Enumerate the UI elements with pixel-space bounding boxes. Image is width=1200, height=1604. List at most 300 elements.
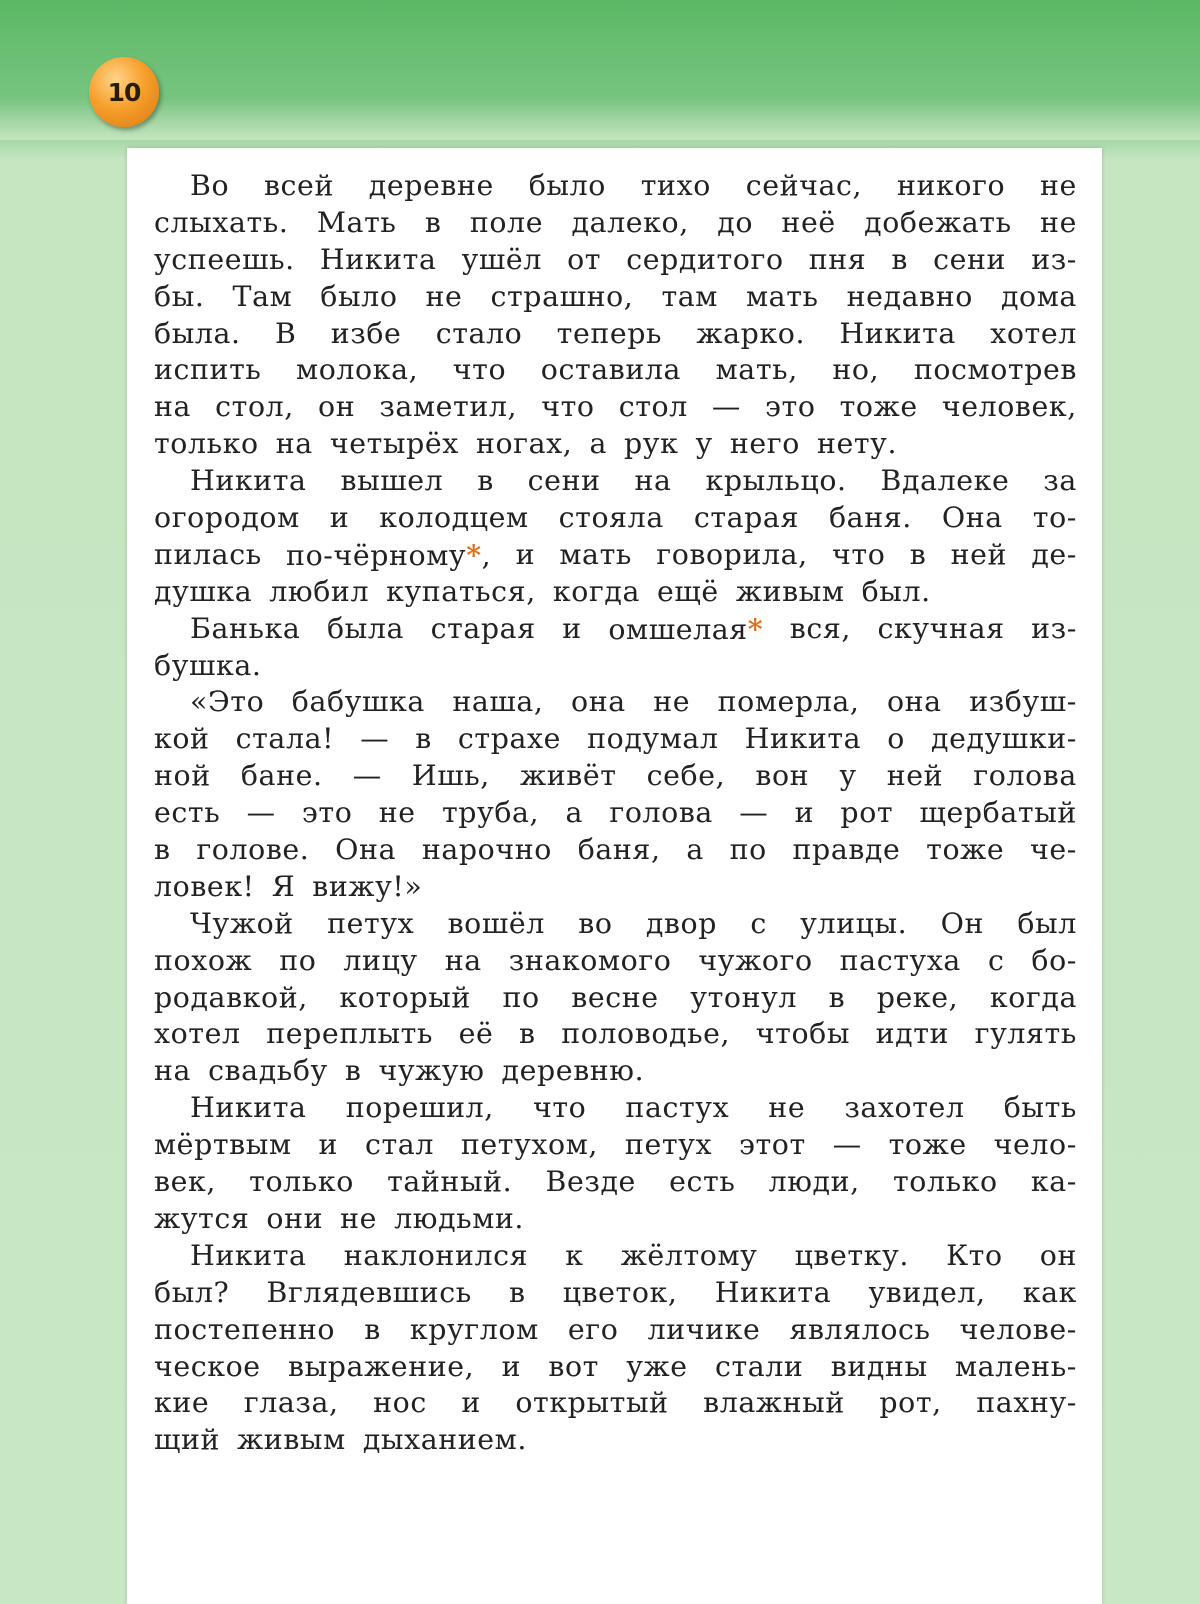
word: хотел [154, 1017, 241, 1051]
word: она [886, 685, 942, 719]
word: ней [950, 537, 1008, 571]
word: он [1039, 1238, 1077, 1272]
word: бушка. [154, 648, 262, 682]
word: в [477, 464, 494, 498]
word: — [352, 759, 382, 793]
text-line [154, 721, 1077, 758]
text-line [154, 574, 1077, 611]
word: был. [861, 574, 931, 608]
word: когда [989, 980, 1077, 1014]
word: труба, [441, 796, 540, 830]
word: теперь [556, 316, 663, 350]
text-line [154, 1238, 1077, 1275]
word: сени [933, 242, 1007, 276]
word: в [424, 205, 442, 239]
word: а [686, 833, 704, 867]
page-number-badge [89, 57, 159, 127]
word: открытый [515, 1386, 669, 1420]
word: на [275, 427, 313, 461]
word: ушёл [461, 242, 542, 276]
word: в [891, 242, 909, 276]
word: в [154, 833, 171, 867]
word: поле [469, 205, 544, 239]
word: пастуха [839, 943, 961, 977]
word: себе, [646, 759, 726, 793]
text-line [154, 648, 1077, 685]
word: недавно [846, 279, 973, 313]
word: люди, [768, 1165, 860, 1199]
word: — [360, 722, 390, 756]
text-line [154, 316, 1077, 353]
word: не [1039, 169, 1077, 202]
word: сейчас, [745, 169, 863, 202]
word: в [508, 1275, 526, 1309]
word: личике [647, 1312, 761, 1346]
word: купаться, [386, 574, 536, 608]
word: нос [373, 1386, 427, 1420]
word: Там [232, 279, 293, 313]
word: на [634, 464, 672, 498]
text-line [154, 1312, 1077, 1349]
word: огородом [154, 501, 300, 535]
word: был? [154, 1275, 230, 1309]
word: тихо [640, 169, 711, 202]
word: глаза, [243, 1386, 339, 1420]
word: до [717, 205, 754, 239]
word: её [458, 1017, 494, 1051]
text-line [154, 242, 1077, 279]
word: избуш- [969, 685, 1077, 719]
word: улицы. [800, 906, 908, 940]
word: стал [364, 1128, 434, 1162]
word: и [515, 537, 536, 571]
word: малень- [954, 1349, 1077, 1383]
text-line [154, 684, 1077, 721]
word: голове. [196, 833, 310, 867]
word: захотел [844, 1091, 965, 1125]
word: рук [624, 427, 679, 461]
word: жутся [154, 1201, 250, 1235]
word: де- [1031, 537, 1077, 571]
word: наша, [452, 685, 544, 719]
word: не [768, 1091, 806, 1125]
word: по [502, 980, 540, 1014]
word: во [578, 906, 613, 940]
word: старая [693, 501, 799, 535]
word: Чужой [190, 906, 294, 940]
word: ной [154, 759, 211, 793]
word: петухом, [460, 1128, 599, 1162]
word: чело- [993, 1128, 1077, 1162]
word: Везде [545, 1165, 636, 1199]
text-line [154, 980, 1077, 1017]
word: Мать [316, 205, 397, 239]
text-line [154, 1090, 1077, 1127]
word: далеко, [571, 205, 689, 239]
word: было [320, 279, 398, 313]
word: была. [154, 316, 241, 350]
word: испить [154, 353, 262, 387]
word: век, [154, 1165, 216, 1199]
word: уже [626, 1349, 688, 1383]
word: за [1043, 464, 1077, 498]
word: к [565, 1238, 584, 1272]
word: влажный [703, 1386, 845, 1420]
word: — [711, 390, 741, 424]
text-line [154, 869, 1077, 906]
word: и [562, 611, 582, 645]
word: жарко. [696, 316, 806, 350]
word: и [794, 796, 815, 830]
word: рот [840, 796, 894, 830]
word: а [565, 796, 584, 830]
word: деревне [368, 169, 494, 202]
word: страшно, [490, 279, 634, 313]
word: родавкой, [154, 980, 308, 1014]
word: Никита [190, 1238, 307, 1272]
word: когда [552, 574, 640, 608]
word: видны [830, 1349, 928, 1383]
word: петух [327, 906, 415, 940]
word: Вглядевшись [266, 1275, 472, 1309]
word: из- [1031, 242, 1077, 276]
word: порешил, [345, 1091, 494, 1125]
word: о [887, 722, 905, 756]
word: мать, [715, 353, 798, 387]
word: чтобы [755, 1017, 851, 1051]
word: живым [237, 1423, 346, 1457]
word: только [892, 1165, 998, 1199]
word: чужого [698, 943, 813, 977]
word: неё [781, 205, 836, 239]
word: Никита [190, 1091, 307, 1125]
word: и [501, 1349, 522, 1383]
word: тоже [888, 1128, 967, 1162]
word: утонул [690, 980, 798, 1014]
word: бы. [154, 279, 205, 313]
word: колодцем [379, 501, 529, 535]
word: тоже [839, 390, 918, 424]
word: скучная [877, 611, 1005, 645]
word: есть [669, 1165, 736, 1199]
word: не [653, 685, 691, 719]
word: пастух [625, 1091, 730, 1125]
word: Я [271, 869, 296, 903]
word: только [154, 427, 259, 461]
word: сердитого [626, 242, 784, 276]
word: Вдалеке [880, 464, 1010, 498]
word: что [832, 537, 886, 571]
word: чужую [378, 1054, 485, 1088]
text-line [154, 205, 1077, 242]
word: половодье, [561, 1017, 731, 1051]
word: реке, [876, 980, 959, 1014]
word: есть [154, 796, 221, 830]
word: но, [832, 353, 880, 387]
word: правде [792, 833, 901, 867]
word: являлось [789, 1312, 931, 1346]
word: душка [154, 574, 253, 608]
word: двор [645, 906, 717, 940]
story-text [154, 168, 1077, 1459]
word: там [661, 279, 718, 313]
text-line [154, 500, 1077, 537]
word: была [326, 611, 405, 645]
word: Кто [946, 1238, 1003, 1272]
text-page [127, 148, 1102, 1604]
word: на [154, 1054, 192, 1088]
header-band [0, 0, 1200, 140]
word: не [1040, 205, 1077, 239]
word: стали [714, 1349, 804, 1383]
text-line [154, 463, 1077, 500]
word: круглом [409, 1312, 539, 1346]
word: этот [738, 1128, 806, 1162]
word: что [532, 1091, 587, 1125]
text-line [154, 758, 1077, 795]
word: Никита [190, 464, 307, 498]
word: Она [941, 501, 1003, 535]
word: заметил, [379, 390, 518, 424]
word: деревню. [501, 1054, 645, 1088]
word: с [987, 943, 1005, 977]
text-line [154, 1201, 1077, 1238]
word: быть [1003, 1091, 1077, 1125]
word: кой [154, 722, 210, 756]
word: не [425, 279, 463, 313]
word: гулять [974, 1017, 1077, 1051]
word: в [415, 722, 432, 756]
word: стояла [558, 501, 664, 535]
word: старая [430, 611, 536, 645]
word: в [364, 1312, 381, 1346]
word: рот, [879, 1386, 942, 1420]
text-line [154, 389, 1077, 426]
word: с [750, 906, 767, 940]
word: и [318, 1128, 339, 1162]
word: нарочно [421, 833, 552, 867]
word: Никита [839, 316, 956, 350]
word: успеешь. [154, 242, 295, 276]
text-line [154, 943, 1077, 980]
word: дыханием. [362, 1423, 527, 1457]
word: всей [263, 169, 334, 202]
word: они [266, 1201, 324, 1235]
word: оставила [540, 353, 682, 387]
word: Никита [714, 1275, 832, 1309]
word: только [249, 1165, 354, 1199]
word: у [839, 759, 857, 793]
word: Никита [744, 722, 862, 756]
word: вся, [789, 611, 851, 645]
word: цветку. [794, 1238, 909, 1272]
word: хотел [990, 316, 1077, 350]
word: вижу!» [312, 869, 423, 903]
word: вот [548, 1349, 599, 1383]
text-line [154, 1385, 1077, 1422]
word: из- [1031, 611, 1077, 645]
word: по [279, 943, 317, 977]
text-line [154, 279, 1077, 316]
word: в [909, 537, 927, 571]
word: сени [527, 464, 601, 498]
word: это [301, 796, 353, 830]
word: любил [269, 574, 370, 608]
word: на [154, 390, 192, 424]
word: от [567, 242, 602, 276]
word: дедушки- [931, 722, 1077, 756]
text-line [154, 832, 1077, 869]
word: свадьбу [208, 1054, 328, 1088]
word: ногах, [475, 427, 573, 461]
word: ка- [1030, 1165, 1077, 1199]
word: — [246, 796, 276, 830]
word: не [378, 796, 416, 830]
word: добежать [864, 205, 1012, 239]
word: Банька [190, 611, 301, 645]
word: крыльцо. [705, 464, 847, 498]
word: похож [154, 943, 253, 977]
word: вошёл [447, 906, 545, 940]
word: баня, [577, 833, 661, 867]
text-line [154, 1275, 1077, 1312]
word: пня [808, 242, 867, 276]
word: это [765, 390, 816, 424]
word: его [567, 1312, 619, 1346]
word: щербатый [919, 796, 1077, 830]
word: мёртвым [154, 1128, 292, 1162]
word: померла, [717, 685, 860, 719]
word: он [318, 390, 356, 424]
word: а [589, 427, 607, 461]
word: увидел, [868, 1275, 986, 1309]
word: который [339, 980, 471, 1014]
word: живым [735, 574, 845, 608]
word: щий [154, 1423, 221, 1457]
word: — [739, 796, 769, 830]
word: бо- [1031, 943, 1077, 977]
word: то- [1032, 501, 1077, 535]
word: она [571, 685, 626, 719]
word: Он [940, 906, 985, 940]
word: стала! [235, 722, 335, 756]
word: ней [886, 759, 944, 793]
word: мать [746, 279, 819, 313]
word: что [452, 353, 507, 387]
word: наклонился [343, 1238, 529, 1272]
word: петух [624, 1128, 713, 1162]
word: баня. [828, 501, 912, 535]
word: дома [1000, 279, 1077, 313]
word: тоже [926, 833, 1005, 867]
word: бабушка [291, 685, 425, 719]
text-line [154, 1053, 1077, 1090]
text-line [154, 352, 1077, 389]
word: лицу [343, 943, 418, 977]
word: был [1017, 906, 1077, 940]
word: слыхать. [154, 205, 289, 239]
word: было [528, 169, 606, 202]
word: Во [190, 169, 230, 202]
word: Никита [319, 242, 437, 276]
word: кие [154, 1386, 210, 1420]
word: жёлтому [620, 1238, 758, 1272]
word: стол, [215, 390, 294, 424]
word: никого [896, 169, 1006, 202]
word: и [329, 501, 350, 535]
footnote-asterisk: * [466, 537, 482, 572]
word: четырёх [329, 427, 459, 461]
text-line [154, 426, 1077, 463]
word: у [695, 427, 713, 461]
word: ловек! [154, 869, 255, 903]
text-line [154, 611, 1077, 648]
page-number: 10 [107, 77, 141, 107]
word: ческое [154, 1349, 261, 1383]
word: голова [973, 759, 1077, 793]
word: по-чёрному*, [286, 537, 492, 572]
word: него [729, 427, 800, 461]
word: на [444, 943, 482, 977]
word: В [274, 316, 297, 350]
text-line [154, 1422, 1077, 1459]
word: страхе [457, 722, 562, 756]
word: постепенно [154, 1312, 336, 1346]
word: мать [559, 537, 632, 571]
text-line [154, 1016, 1077, 1053]
word: нету. [816, 427, 898, 461]
word: Она [335, 833, 397, 867]
word: что [541, 390, 595, 424]
word: переплыть [266, 1017, 434, 1051]
word: подумал [587, 722, 719, 756]
word: посмотрев [913, 353, 1077, 387]
word: Ишь, [411, 759, 490, 793]
word: вон [755, 759, 810, 793]
word: бане. [240, 759, 323, 793]
word: — [832, 1128, 862, 1162]
word: тайный. [387, 1165, 513, 1199]
text-line [154, 906, 1077, 943]
word: вышел [340, 464, 444, 498]
word: стол [618, 390, 688, 424]
word: голова [609, 796, 713, 830]
text-line [154, 1164, 1077, 1201]
word: в [519, 1017, 536, 1051]
word: цветок, [562, 1275, 678, 1309]
word: «Это [190, 685, 265, 719]
word: живёт [520, 759, 617, 793]
word: выражение, [288, 1349, 475, 1383]
word: че- [1030, 833, 1077, 867]
text-line [154, 1349, 1077, 1386]
word: знакомого [508, 943, 672, 977]
word: говорила, [656, 537, 808, 571]
word: людьми. [394, 1201, 525, 1235]
word: и [461, 1386, 481, 1420]
word: в [828, 980, 846, 1014]
word: пахну- [976, 1386, 1077, 1420]
text-line [154, 537, 1077, 574]
word: человек, [941, 390, 1077, 424]
word: молока, [296, 353, 419, 387]
word: пилась [154, 537, 262, 571]
word: омшелая* [608, 611, 764, 646]
word: в [344, 1054, 362, 1088]
word: избе [330, 316, 402, 350]
word: не [340, 1201, 378, 1235]
word: челове- [959, 1312, 1077, 1346]
